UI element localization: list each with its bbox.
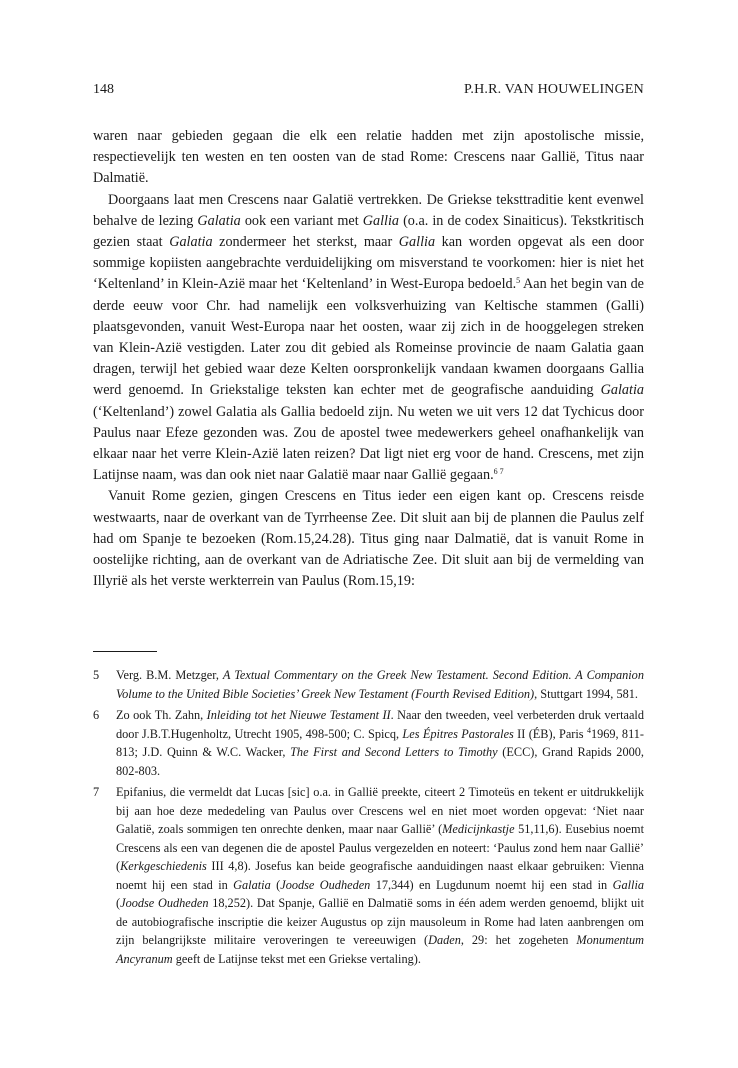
text: zondermeer het sterkst, maar [212,234,399,251]
footnote-number: 6 [93,708,100,722]
text: ( [270,877,281,892]
text: ( [116,896,121,910]
text: II (ÉB), Paris [513,726,587,741]
text: Doorgaans laat men Crescens naar Galatië vertrekken. De Griekse teksttraditie kent evenwel behalve de lezing [93,191,644,229]
paragraph-1: waren naar gebieden gegaan die elk een relatie hadden met zijn apostolische missie, respectievelijk ten westen en ten oosten van de stad Rome: Crescens naar Gallië, Titus naar Dalmatië. [93,128,644,187]
text: Zo ook Th. Zahn, [116,708,207,722]
footnote-7 [93,783,644,968]
italic-term: Galatia [197,212,241,229]
page-number: 148 [93,82,114,97]
italic-title: Les Épitres Pastorales [402,726,514,741]
text: 18,252). Dat Spanje, Galliё en Dalmatië soms in één adem werden genoemd, blijkt uit de autobiografische inscriptie die keizer Augustus op zijn mausoleum in Rome had laten aanbrengen om zijn belangrijkste militaire veroveringen te vereeuwigen ( [116,896,644,947]
italic-title: The First and Second Letters to Timothy [290,745,498,759]
footnote-number: 5 [93,668,100,682]
text: Verg. B.M. Metzger, [116,668,223,682]
text: , 29: het zogeheten [460,933,577,947]
paragraph-3: Vanuit Rome gezien, gingen Crescens en Titus ieder een eigen kant op. Crescens reisde westwaarts, naar de overkant van de Tyrrheense Zee. Dit sluit aan bij de plannen die Paulus zelf had om Spanje te bezoeken (Rom.15,24.28). Titus ging naar Dalmatië, dat is vanuit Rome in oostelijke richting, aan de overkant van de Adriatische Zee. Dit sluit aan bij de vermelding van Illyrië als het verste werkterrein van Paulus (Rom.15,19: [93,488,644,590]
running-header [93,80,644,100]
text: 1969, 811-813; J.D. Quinn & W.C. Wacker, [116,726,645,759]
italic-term: Gallia [612,877,645,892]
italic-title: Medicijnkastje [442,822,515,836]
italic-title: Daden [428,933,461,947]
text: Epifanius, die vermeldt dat Lucas [sic] o.a. in Galliё preekte, citeert 2 Timoteüs en tekent er uitdrukkelijk bij aan hoe deze mededeling van Paulus over Crescens wel en niet moet worden opgevat: ‘Niet naar Galatië, zoals sommigen ten onrechte denken, maar naar Galliё’ ( [116,785,644,836]
text: III 4,8). Josefus kan beide geografische aanduidingen naast elkaar gebruiken: Vienna noemt hij een stad in [116,859,644,892]
footnote-ref-5[interactable]: 5 [516,276,521,286]
italic-term: Gallia [398,234,436,251]
text: Aan het begin van de derde eeuw voor Chr. had namelijk een volksverhuizing van Keltische stammen (Galli) plaatsgevonden, vanuit West-Europa naar het oosten, waar zij zich in de hooggelegen streken van Klein-Azië vestigden. Later zou dit gebied als Romeinse provincie de naam Galatia gaan dragen, terwijl het gebied waar deze Kelten oorspronkelijk vandaan kwamen doorgaans Gallia werd genoemd. In Griekstalige teksten kan echter met de geografische aanduiding [93,276,644,399]
text: 51,11,6). Eusebius noemt Crescens als een van degenen die de apostel Paulus vergezelden en noteert: ‘Paulus zond hem naar Galliё’ ( [116,822,644,873]
text: . Naar den tweeden, veel verbeterden druk vertaald door J.B.T.Hugenholtz, Utrecht 1905, 498-500; C. Spicq, [116,708,644,741]
italic-term: Galatia [169,234,213,251]
italic-title: Inleiding tot het Nieuwe Testament II [206,708,391,722]
italic-title: Monumentum Ancyranum [116,933,644,966]
footnotes [93,666,644,971]
text: , Stuttgart 1994, 581. [534,686,638,701]
footnote-number: 7 [93,785,100,799]
running-head-author: P.H.R. VAN HOUWELINGEN [463,82,644,97]
text: (o.a. in de codex Sinaiticus). Tekstkritisch gezien staat [93,212,645,251]
italic-term: Gallia [362,212,400,229]
text: (‘Keltenland’) zowel Galatia als Gallia bedoeld zijn. Nu weten we uit vers 12 dat Tychicus door Paulus naar Efeze gezonden was. Zou de apostel twee medewerkers geheel onafhankelijk van elkaar naar het verre Klein-Azië laten reizen? Dat ligt niet erg voor de hand. Crescens, met zijn Latijnse naam, was dan ook niet naar Galatië maar naar Gallië gegaan. [93,403,644,484]
paragraph-2 [93,190,644,487]
footnote-5 [93,666,644,703]
text: (ECC), Grand Rapids 2000, 802-803. [116,745,644,778]
italic-title: A Textual Commentary on the Greek New Testament. Second Edition. A Companion Volume to the United Bible Societies’ Greek New Testament (Fourth Revised Edition) [116,668,644,701]
italic-title: Kerkgeschiedenis [120,859,207,873]
italic-term: Galatia [600,382,644,399]
footnote-6 [93,706,644,780]
main-text [93,126,644,592]
text: 17,344) en Lugdunum noemt hij een stad in [370,877,613,892]
text: geeft de Latijnse tekst met een Griekse vertaling). [172,951,421,966]
italic-title: Joodse Oudheden [280,877,371,892]
text: ook een variant met [240,212,363,229]
footnote-separator [93,651,157,652]
text: kan worden opgevat als een door sommige kopiisten aangebrachte verduidelijking om misverstand te voorkomen: hier is niet het ‘Keltenland’ in Klein-Azië maar het ‘Keltenland’ in West-Europa bedoeld. [93,234,645,293]
edition-superscript: 4 [586,725,591,735]
footnote-ref-6-7[interactable]: 6 7 [493,467,504,477]
italic-title: Joodse Oudheden [120,896,209,910]
italic-term: Galatia [233,877,271,892]
